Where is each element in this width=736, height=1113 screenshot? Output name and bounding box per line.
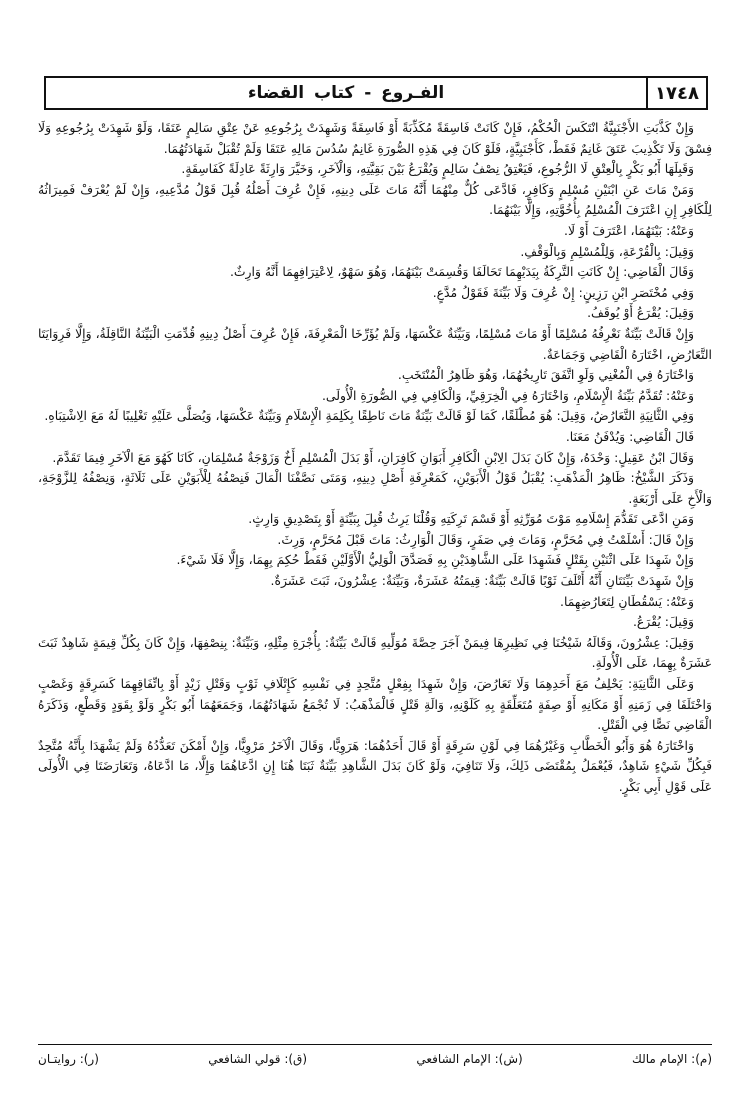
paragraph: وَقِيلَ: عِشْرُونَ، وَقَالَهُ شَيْخُنَا فِي نَظِيرِهَا فِيمَنْ آجَرَ حِصَّةَ مُوَلِّيهِ قَالَتْ بَيِّنَةٌ: بِأُجْرَةِ مِثْلِهِ، وَبَيِّنَةٌ: بِنِصْفِهَا، وَإِنْ كَانَ بِكُلِّ قِيمَةٍ شَاهِدٌ ثَبَتَ عَشَرَةٌ بِهِمَا، عَلَى الْأُولَةِ. (38, 634, 712, 671)
paragraph: وَإِنْ شَهِدَتْ بَيِّنَتَانِ أَنَّهُ أَتْلَفَ ثَوْبًا قَالَتْ بَيِّنَةٌ: قِيمَتُهُ عَشَرَةٌ، وَبَيِّنَةٌ: عِشْرُونَ، ثَبَتَ عَشَرَةٌ. (270, 573, 694, 589)
paragraph: وَقِيلَ: بِالْقُرْعَةِ، وَلِلْمُسْلِمِ وَبِالْوَقْفِ. (520, 243, 694, 259)
paragraph: وَقَالَ ابْنُ عَقِيلٍ: وَحْدَهُ، وَإِنْ كَانَ بَدَلَ الِابْنِ الْكَافِرِ أَبَوَانِ كَافِرَانِ، أَوْ بَدَلَ الْمُسْلِمِ أَخٌ وَزَوْجَةٌ مُسْلِمَانِ، كَانَا كَهُوَ مَعَ الْآخَرِ فِيمَا تَقَدَّمَ. (52, 449, 694, 465)
paragraph: وَمَنِ ادَّعَى تَقَدُّمَ إِسْلَامِهِ مَوْتَ مُوَرِّثِهِ أَوْ قَسْمَ تَرِكَتِهِ وَقُلْنَا يَرِثُ قُبِلَ بِبَيِّنَةٍ أَوْ بِتَصْدِيقِ وَارِثٍ. (248, 511, 694, 527)
page-header (44, 76, 708, 110)
abbrev-two-narrations: (ر): روايتـان (38, 1052, 99, 1066)
body-text (38, 118, 712, 1036)
footnote-divider (38, 1044, 712, 1045)
paragraph: وَعَنْهُ: يَسْقُطَانِ لِتَعَارُضِهِمَا. (560, 593, 694, 609)
paragraph: وَقَالَ الْقَاضِي: إِنْ كَانَتِ التَّرِكَةُ بِيَدَيْهِمَا تَحَالَفَا وَقُسِمَتْ بَيْنَهُمَا، وَهُوَ سَهْوٌ، لِاعْتِرَافِهِمَا أَنَّهُ وَارِثٌ. (229, 264, 694, 280)
paragraph: وَعَنْهُ: بَيْنَهُمَا، اعْتَرَفَ أَوْ لَا. (564, 222, 694, 238)
paragraph: وَاخْتَارَهُ فِي الْمُغْنِي وَلَوِ اتَّفَقَ تَارِيخُهُمَا، وَهُوَ ظَاهِرُ الْمُنْتَخَبِ. (397, 367, 694, 383)
paragraph: وَقِيلَ: يُقْرَعُ أَوْ يُوقَفُ. (587, 305, 694, 321)
abbrev-shafii-two-views: (ق): قولي الشافعي (208, 1052, 308, 1066)
paragraph: وَمَنْ مَاتَ عَنِ ابْنَيْنِ مُسْلِمٍ وَكَافِرٍ، فَادَّعَى كُلٌّ مِنْهُمَا أَنَّهُ مَاتَ عَلَى دِينِهِ، فَإِنْ عُرِفَ أَصْلُهُ قُبِلَ قَوْلُ مُدَّعِيهِ، وَإِنْ لَمْ يُعْرَفْ فَمِيرَاثُهُ لِلْكَافِرِ إِنِ اعْتَرَفَ الْمُسْلِمُ بِأُخُوَّتِهِ، وَإِلَّا بَيْنَهُمَا. (38, 181, 712, 218)
paragraph: قَالَ الْقَاضِي: وَيُدْفَنُ مَعَنَا. (565, 428, 694, 444)
paragraph: وَإِنْ شَهِدَا عَلَى اثْنَيْنِ بِقَتْلٍ فَشَهِدَا عَلَى الشَّاهِدَيْنِ بِهِ فَصَدَّقَ الْوَلِيُّ الْأَوَّلَيْنِ فَقَطْ حُكِمَ بِهِمَا، وَإِلَّا فَلَا شَيْءَ. (176, 552, 694, 568)
running-title: الفـروع - كتاب القضاء (247, 83, 445, 103)
paragraph: وَقِيلَ: يُقْرَعُ. (632, 614, 694, 630)
abbrev-malik: (م): الإمام مالك (631, 1052, 712, 1066)
paragraph: وَعَلَى الثَّانِيَةِ: يَحْلِفُ مَعَ أَحَدِهِمَا وَلَا تَعَارُضَ، وَإِنْ شَهِدَا بِفِعْلٍ مُتَّحِدٍ فِي نَفْسِهِ كَإِتْلَافِ ثَوْبٍ وَقَتْلِ زَيْدٍ أَوْ بِاتِّفَاقِهِمَا كَسَرِقَةٍ وَغَصْبٍ وَاخْتَلَفَا فِي زَمَنِهِ أَوْ مَكَانِهِ أَوْ صِفَةٍ مُتَعَلِّقَةٍ بِهِ كَلَوْنِهِ، وَالَةِ قَتْلٍ فَالْمَذْهَبُ: لَا تُجْمَعُ شَهَادَتُهُمَا، وَجَمَعَهُمَا أَبُو بَكْرٍ وَلَوْ بِقَوَدٍ وَقَطْعٍ، وَذَكَرَهُ الْقَاضِي نَصًّا فِي الْقَتْلِ. (38, 676, 712, 733)
paragraph: وَاخْتَارَهُ هُوَ وَأَبُو الْخَطَّابِ وَغَيْرُهُمَا فِي لَوْنِ سَرِقَةٍ أَوْ قَالَ أَحَدُهُمَا: هَرَوِيًّا، وَقَالَ الْآخَرُ مَرْوِيًّا، وَإِنْ أَمْكَنَ تَعَدُّدُهُ وَلَمْ يَشْهَدَا بِأَنَّهُ مُتَّحِدٌ فَبِكُلِّ شَيْءٍ شَاهِدٌ، فَيُعْمَلُ بِمُقْتَضَى ذَلِكَ، وَلَا تَنَافِيَ، وَلَوْ كَانَ بَدَلَ الشَّاهِدِ بَيِّنَةٌ ثَبَتَا هُنَا إِنِ ادَّعَاهُمَا وَإِلَّا، مَا ادَّعَاهُ، وَتَعَارَضَتَا فِي الْأُولَى عَلَى قَوْلِ أَبِي بَكْرٍ. (38, 737, 712, 794)
paragraph: وَإِنْ قَالَ: أَسْلَمْتُ فِي مُحَرَّمٍ، وَمَاتَ فِي صَفَرٍ، وَقَالَ الْوَارِثُ: مَاتَ قَبْلَ مُحَرَّمٍ، وَرِثَ. (277, 531, 694, 547)
paragraph: وَقَبِلَهَا أَبُو بَكْرٍ بِالْعِتْقِ لَا الرُّجُوعِ، فَيَعْتِقُ نِصْفُ سَالِمٍ وَيُقْرَعُ بَيْنَ بَقِيَّتِهِ، وَالْآخَرِ، وَخَيَّرَ وَارِثَةً عَادِلَةً كَفَاسِقَةٍ. (181, 161, 694, 177)
abbreviation-key (38, 1052, 712, 1066)
paragraph: وَفِي الثَّانِيَةِ التَّعَارُضُ، وَقِيلَ: هُوَ مُطْلَقًا، كَمَا لَوْ قَالَتْ بَيِّنَةٌ مَاتَ نَاطِقًا بِكَلِمَةِ الْإِسْلَامِ وَبَيِّنَةٌ عَكْسَهَا، وَيُصَلَّى عَلَيْهِ تَغْلِيبًا لَهُ مَعَ الِاشْتِبَاهِ. (44, 408, 694, 424)
paragraph: وَإِنْ قَالَتْ بَيِّنَةٌ نَعْرِفُهُ مُسْلِمًا أَوْ مَاتَ مُسْلِمًا، وَبَيِّنَةٌ عَكْسَهَا، وَلَمْ يُؤَرِّخَا الْمَعْرِفَةَ، فَإِنْ عُرِفَ أَصْلُ دِينِهِ قُدِّمَتِ الْبَيِّنَةُ النَّاقِلَةُ، وَإِلَّا فَرِوَايَتَا التَّعَارُضِ، اخْتَارَهُ الْقَاضِي وَجَمَاعَةٌ. (38, 325, 712, 362)
paragraph: وَعَنْهُ: تُقَدَّمُ بَيِّنَةُ الْإِسْلَامِ، وَاخْتَارَهُ فِي الْخِرَقِيِّ، وَالْكَافِي فِي الصُّورَةِ الْأُولَى. (321, 387, 694, 403)
page-number: ١٧٤٨ (646, 78, 706, 108)
paragraph: وَذَكَرَ الشَّيْخُ: ظَاهِرُ الْمَذْهَبِ: يُقْبَلُ قَوْلُ الْأَبَوَيْنِ، كَمَعْرِفَةِ أَصْلِ دِينِهِ، وَمَتَى نَصَّفْنَا الْمَالَ فَنِصْفُهُ لِلْأَبَوَيْنِ عَلَى ثَلَاثَةٍ، وَنِصْفُهُ لِلزَّوْجَةِ، وَالْأَخِ عَلَى أَرْبَعَةٍ. (38, 470, 712, 506)
abbrev-shafii: (ش): الإمام الشافعي (416, 1052, 523, 1066)
paragraph: وَإِنْ كَذَّبَتِ الأَجْنَبِيَّةُ انْتَكَسَ الْحُكْمُ، فَإِنْ كَانَتْ فَاسِقَةً مُكَذِّبَةً أَوْ فَاسِقَةً وَشَهِدَتْ بِرُجُوعِهِ عَنْ عِتْقِ سَالِمٍ عَتَقَا، وَلَوْ شَهِدَتْ بِرُجُوعِهِ وَلَا فِسْقَ وَلَا تَكْذِيبَ عَتَقَ غَانِمٌ فَقَطْ، كَأَجْنَبِيَّةٍ، فَلَوْ كَانَ فِي هَذِهِ الصُّورَةِ غَانِمٌ سُدُسَ مَالِهِ عَتَقَا وَلَمْ تُقْبَلْ شَهَادَتُهُمَا. (38, 120, 712, 156)
paragraph: وَفِي مُخْتَصَرِ ابْنِ رَزِينٍ: إِنْ عُرِفَ وَلَا بَيِّنَةَ فَقَوْلُ مُدَّعٍ. (432, 284, 694, 300)
